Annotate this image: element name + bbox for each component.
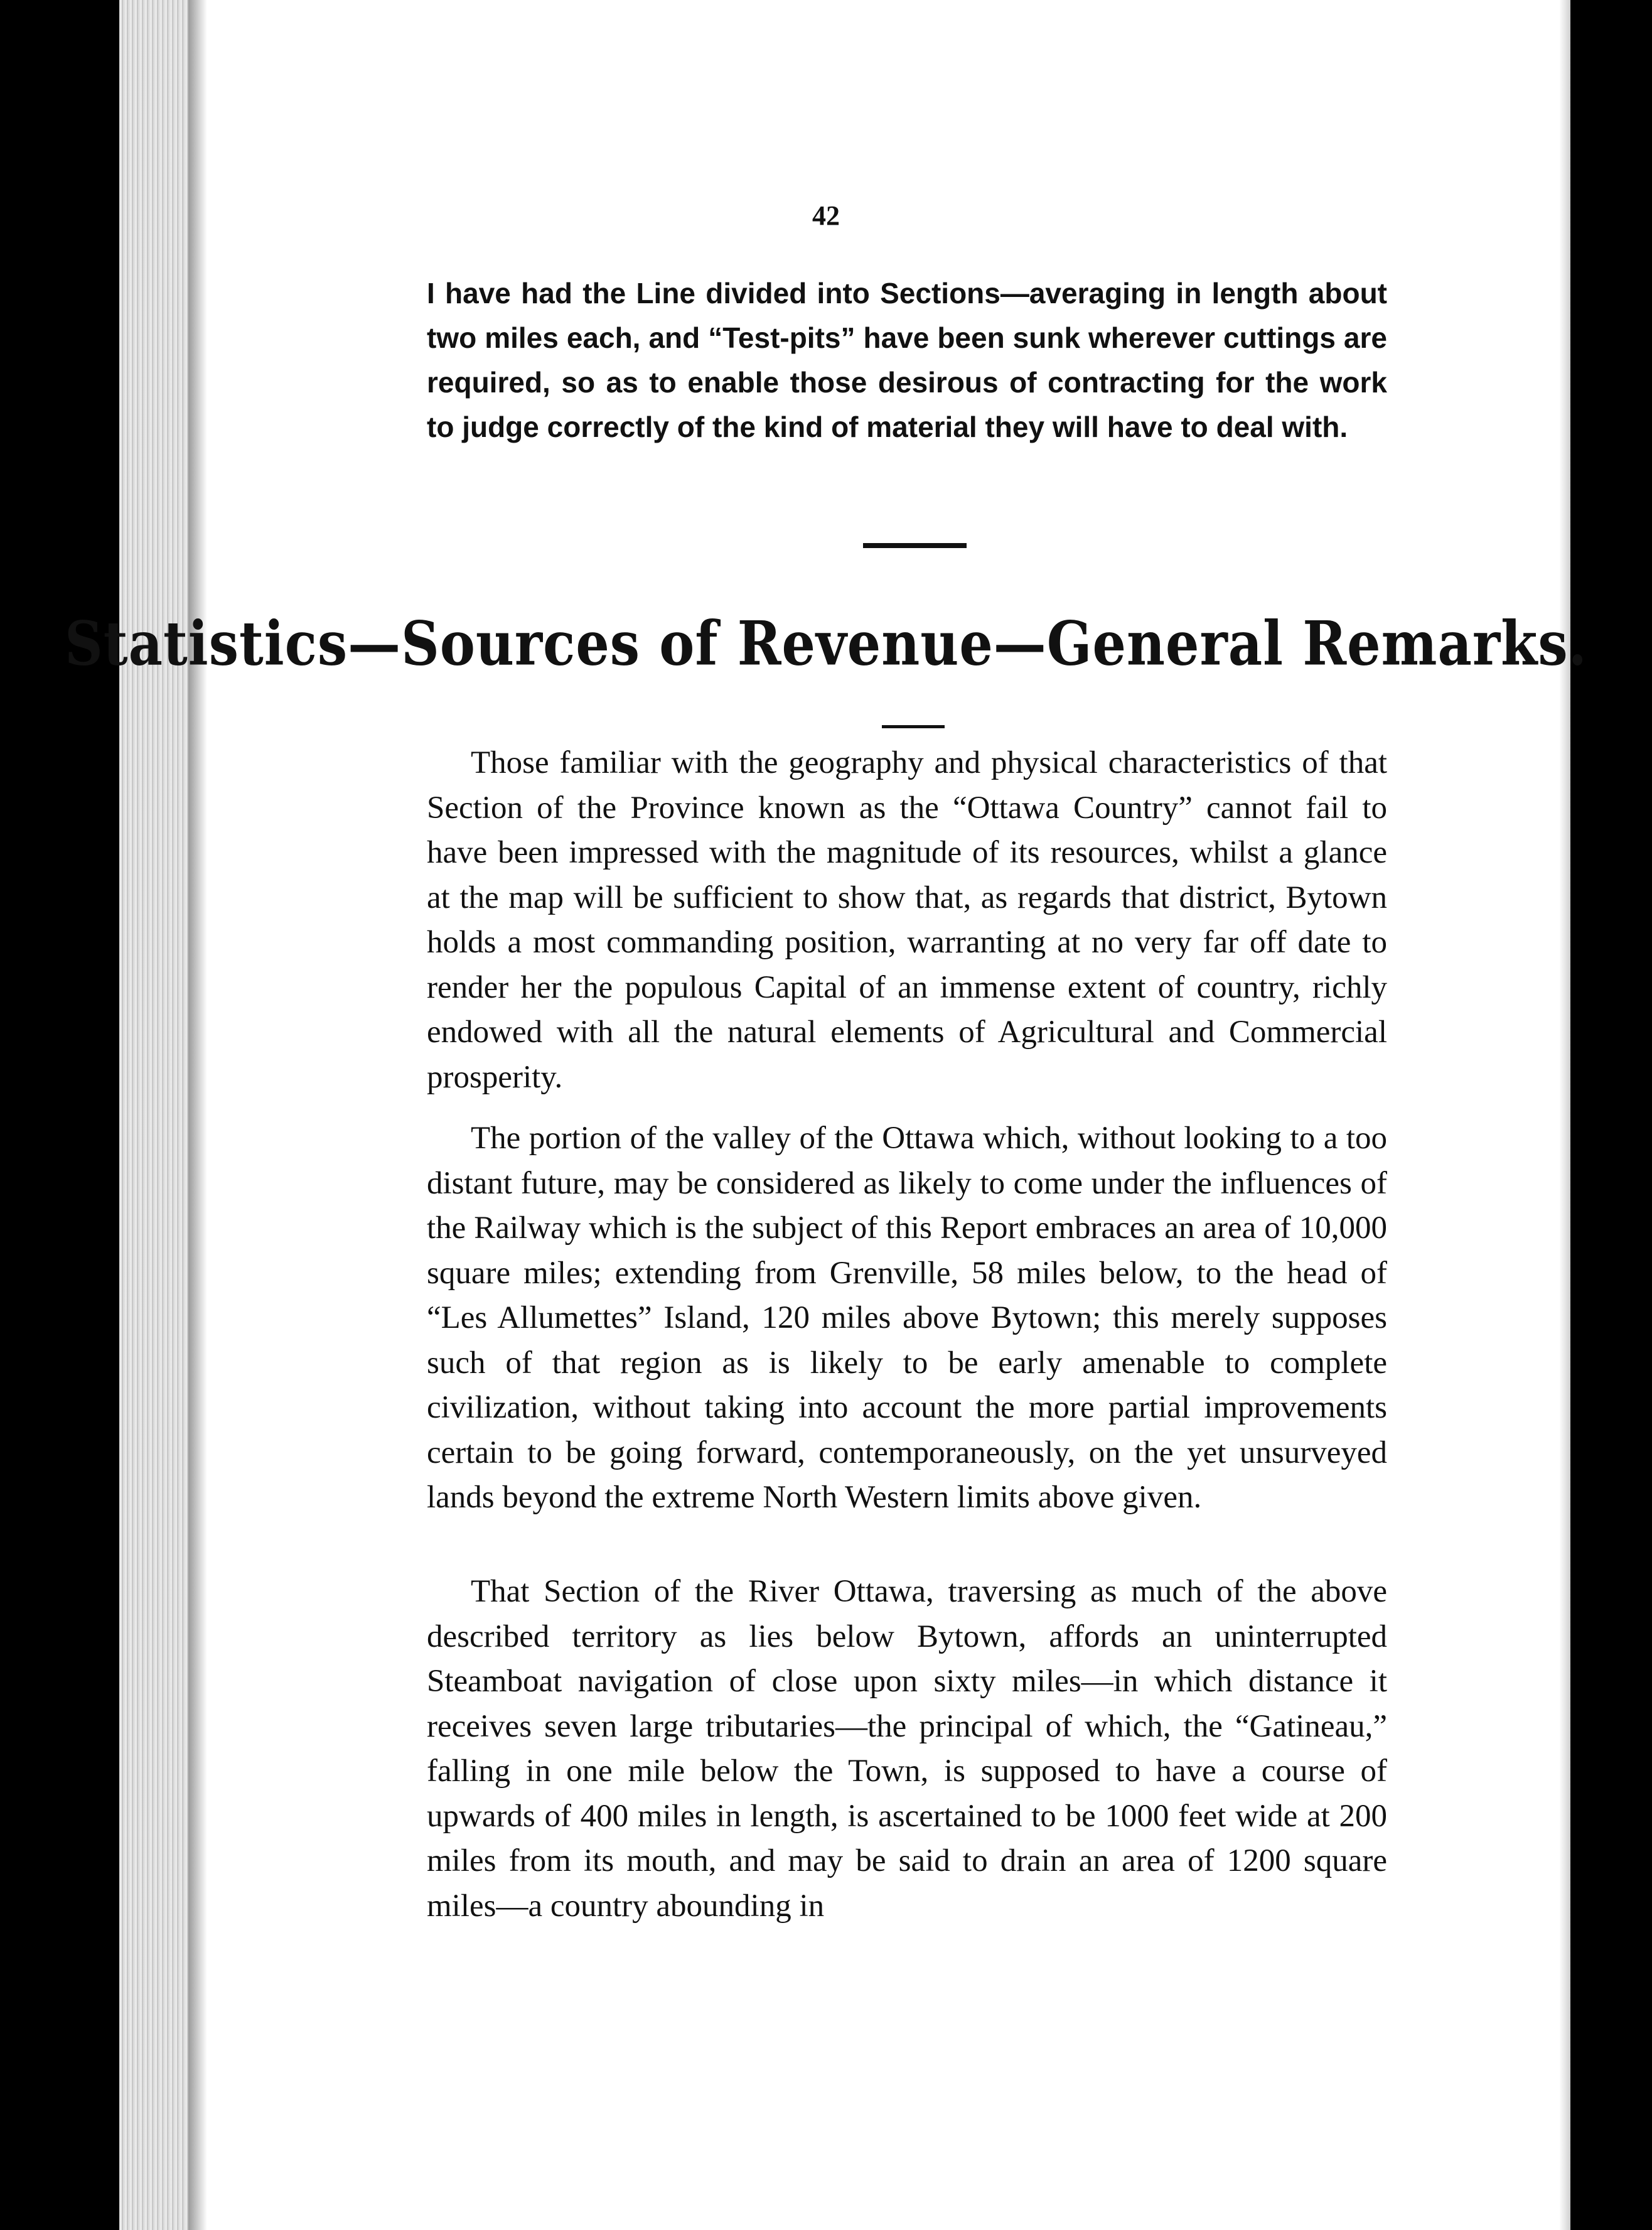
heading-underline-rule xyxy=(882,725,945,728)
section-divider-rule xyxy=(863,543,967,548)
paragraph-text: The portion of the valley of the Ottawa which, without looking to a too distant future, may be considered as likely to come under the influences of the Railway which is the subject of this Report embraces an area of 10,000 square miles; extending from Grenville, 58 miles below, to the head of “Les Allumettes” Island, 120 miles above Bytown; this merely supposes such of that region as is likely to be early amenable to complete civilization, without taking into account the more partial improvements certain to be going forward, contemporaneously, on the yet unsurveyed lands beyond the extreme North Western limits above given. xyxy=(427,1121,1387,1515)
paragraph-text: That Section of the River Ottawa, traversing as much of the above described territory as lies below Bytown, affords an uninterrupted Steamboat navigation of close upon sixty miles—in which distance it receives seven large tributaries—the principal of which, the “Gatineau,” falling in one mile below the Town, is supposed to have a course of upwards of 400 miles in length, is ascertained to be 1000 feet wide at 200 miles from its mouth, and may be said to drain an area of 1200 square miles—a country abounding in xyxy=(427,1574,1387,1924)
scan-right-border xyxy=(1570,0,1652,2230)
scan-left-border xyxy=(0,0,119,2230)
paragraph-text: Those familiar with the geography and physical characteristics of that Section of the Province known as the “Ottawa Country” cannot fail to have been impressed with the magnitude of its resources, whilst a glance at the map will be sufficient to show that, as regards that district, Bytown holds a most commanding position, warranting at no very far off date to render her the populous Capital of an immense extent of country, richly endowed with all the natural elements of Agricultural and Commercial prosperity. xyxy=(427,745,1387,1095)
paragraph-river-section xyxy=(427,1570,1387,1929)
spine-shadow xyxy=(188,0,207,2230)
right-page-shadow xyxy=(1559,0,1570,2230)
book-spine-pages xyxy=(119,0,188,2230)
paragraph-valley-portion xyxy=(427,1116,1387,1521)
page-number: 42 xyxy=(812,200,840,231)
section-heading: Statistics—Sources of Revenue—General Remarks. xyxy=(65,607,1587,679)
paragraph-test-pits: I have had the Line divided into Sections—averaging in length about two miles each, and “Test-pits” have been sunk wherever cuttings are required, so as to enable those desirous of contracting for the work to judge correctly of the kind of material they will have to deal with. xyxy=(427,277,1387,443)
paragraph-ottawa-country xyxy=(427,741,1387,1100)
